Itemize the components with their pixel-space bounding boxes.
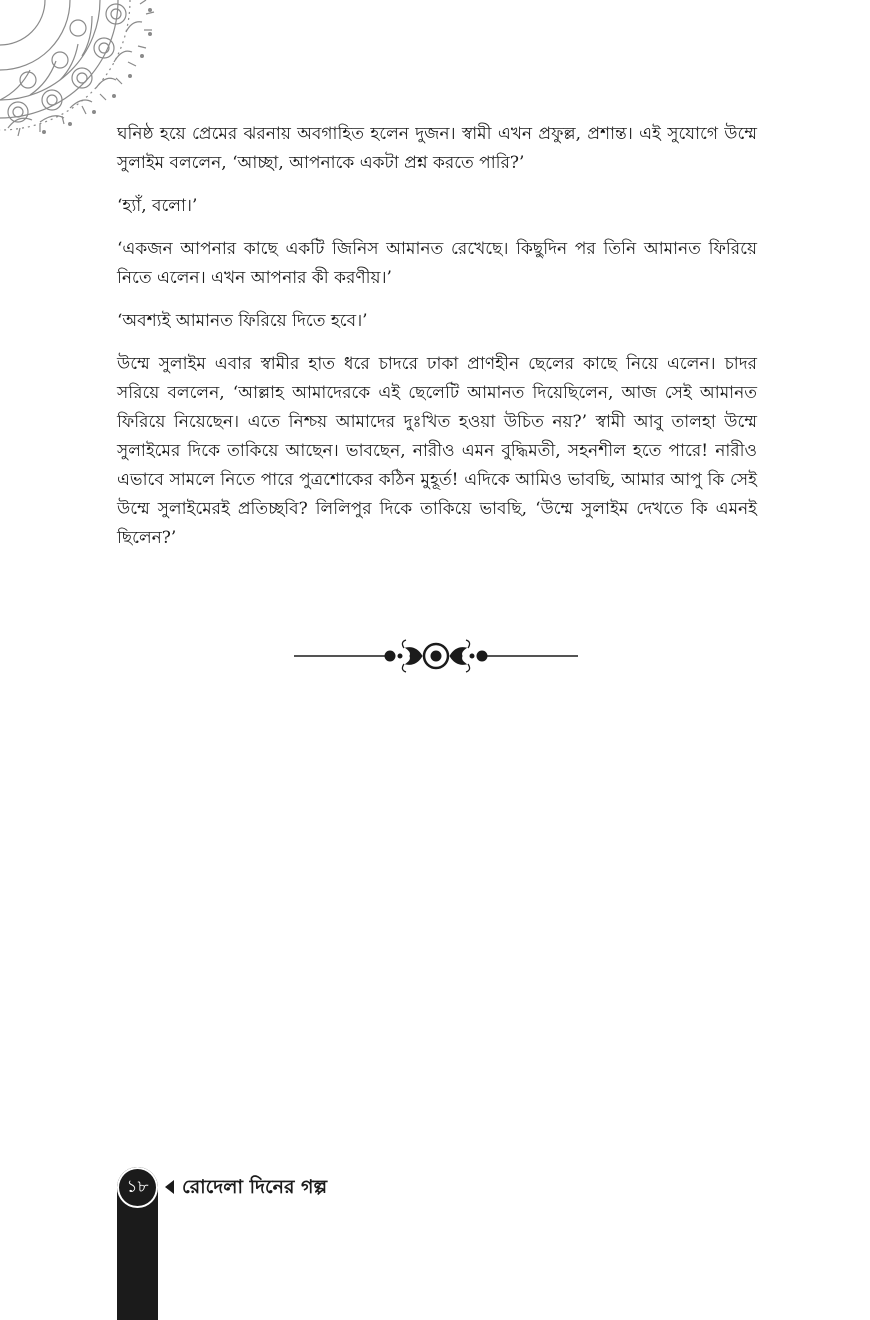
paragraph: ‘অবশ্যই আমানত ফিরিয়ে দিতে হবে।’	[117, 311, 368, 331]
story-text	[117, 120, 757, 567]
mandala-corner-icon	[0, 0, 160, 140]
triangle-left-icon	[165, 1180, 174, 1194]
paragraph: উম্মে সুলাইম এবার স্বামীর হাত ধরে চাদরে ঢাকা প্রাণহীন ছেলের কাছে নিয়ে এলেন। চাদর সরিয়ে বললেন, ‘আল্লাহ আমাদেরকে এই ছেলেটি আমানত দিয়েছিলেন, আজ সেই আমানত ফিরিয়ে নিয়েছেন। এতে নিশ্চয় আমাদের দুঃখিত হওয়া উচিত নয়?’ স্বামী আবু তালহা উম্মে সুলাইমের দিকে তাকিয়ে আছেন। ভাবছেন, নারীও এমন বুদ্ধিমতী, সহনশীল হতে পারে! নারীও এভাবে সামলে নিতে পারে পুত্রশোকের কঠিন মুহূর্ত! এদিকে আমিও ভাবছি, আমার আপু কি সেই উম্মে সুলাইমেরই প্রতিচ্ছবি? লিলিপুর দিকে তাকিয়ে ভাবছি, ‘উম্মে সুলাইম দেখতে কি এমনই ছিলেন?’	[117, 354, 757, 548]
book-title: রোদেলা দিনের গল্প	[182, 1176, 328, 1198]
footer-bar	[117, 1190, 158, 1320]
ornament-divider-icon	[292, 636, 580, 676]
paragraph: ঘনিষ্ঠ হয়ে প্রেমের ঝরনায় অবগাহিত হলেন দুজন। স্বামী এখন প্রফুল্ল, প্রশান্ত। এই সুযোগে উম্মে সুলাইম বললেন, ‘আচ্ছা, আপনাকে একটা প্রশ্ন করতে পারি?’	[117, 124, 757, 173]
paragraph: ‘একজন আপনার কাছে একটি জিনিস আমানত রেখেছে। কিছুদিন পর তিনি আমানত ফিরিয়ে নিতে এলেন। এখন আপনার কী করণীয়।’	[117, 239, 757, 288]
paragraph: ‘হ্যাঁ, বলো।’	[117, 196, 198, 216]
page-number: ১৮	[117, 1167, 158, 1208]
